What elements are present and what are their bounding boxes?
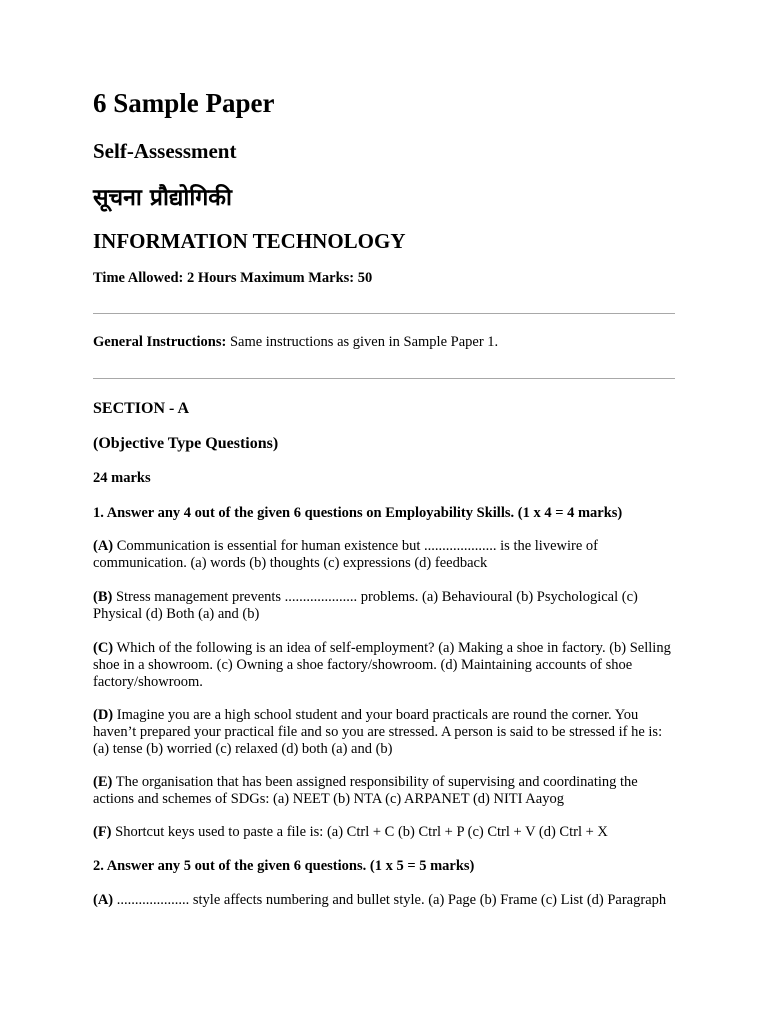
q1-item-c-text: Which of the following is an idea of self-employment? (a) Making a shoe in factory. (b) Selling shoe in a showroom. (c) Owning a shoe factory/showroom. (d) Maintaining accounts of shoe factory/showroom. — [93, 640, 671, 690]
q1-item-d-label: (D) — [93, 707, 114, 723]
q1-item-f-text: Shortcut keys used to paste a file is: (a) Ctrl + C (b) Ctrl + P (c) Ctrl + V (d) Ctrl + X — [111, 824, 608, 840]
q2-item-a-label: (A) — [93, 892, 114, 908]
q2-item-a-text: .................... style affects numbering and bullet style. (a) Page (b) Frame (c) List (d) Paragraph — [113, 892, 667, 908]
q1-item-e-text: The organisation that has been assigned responsibility of supervising and coordinating the actions and schemes of SDGs: (a) NEET (b) NTA (c) ARPANET (d) NITI Aayog — [93, 774, 638, 807]
time-marks-info: Time Allowed: 2 Hours Maximum Marks: 50 — [93, 270, 373, 286]
q1-item-b — [93, 589, 677, 623]
divider-bottom — [93, 378, 675, 379]
q1-item-c — [93, 640, 677, 691]
general-instructions — [93, 334, 675, 351]
q1-item-e — [93, 774, 677, 808]
q1-item-e-label: (E) — [93, 774, 113, 790]
instructions-text: Same instructions as given in Sample Paper 1. — [226, 334, 499, 350]
q1-item-f-label: (F) — [93, 824, 112, 840]
q1-item-c-label: (C) — [93, 640, 114, 656]
section-a-subheading: (Objective Type Questions) — [93, 435, 279, 452]
section-a-heading: SECTION - A — [93, 400, 190, 417]
hindi-subject-title: सूचना प्रौद्योगिकी — [93, 185, 232, 211]
q1-item-a-text: Communication is essential for human existence but .................... is the livewire of communication. (a) words (b) thoughts (c) expressions (d) feedback — [93, 538, 598, 571]
paper-subtitle: Self-Assessment — [93, 139, 237, 163]
q2-heading: 2. Answer any 5 out of the given 6 questions. (1 x 5 = 5 marks) — [93, 858, 475, 874]
divider-top — [93, 313, 675, 314]
q1-heading: 1. Answer any 4 out of the given 6 questions on Employability Skills. (1 x 4 = 4 marks) — [93, 505, 623, 521]
q1-item-d — [93, 707, 677, 758]
section-a-marks: 24 marks — [93, 470, 151, 486]
q1-item-b-text: Stress management prevents .................... problems. (a) Behavioural (b) Psychological (c) Physical (d) Both (a) and (b) — [93, 589, 638, 622]
q1-item-a — [93, 538, 677, 572]
instructions-label: General Instructions: — [93, 334, 227, 350]
paper-title: 6 Sample Paper — [93, 88, 275, 118]
q1-item-a-label: (A) — [93, 538, 114, 554]
subject-title: INFORMATION TECHNOLOGY — [93, 229, 406, 253]
q1-item-f — [93, 824, 677, 841]
q1-item-b-label: (B) — [93, 589, 113, 605]
q2-item-a — [93, 892, 677, 909]
q1-item-d-text: Imagine you are a high school student and your board practicals are round the corner. You haven’t prepared your practical file and so you are stressed. A person is said to be stressed if he is: (a) tense (b) worried (c) relaxed (d) both (a) and (b) — [93, 707, 663, 757]
